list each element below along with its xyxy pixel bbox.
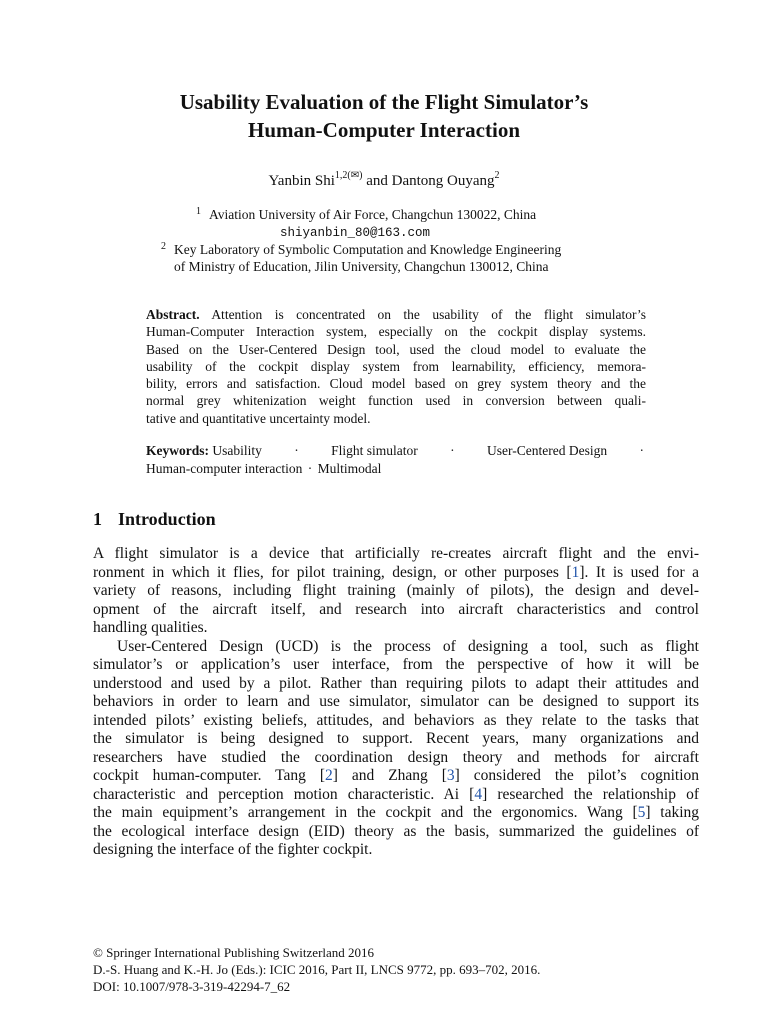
abstract-line: normal grey whitenization weight function used in conversion between quali- — [146, 393, 646, 409]
body-line: the ecological interface design (EID) theory as the basis, summarized the guidelines of — [93, 822, 699, 840]
body-line: User-Centered Design (UCD) is the process of designing a tool, such as flight — [117, 637, 699, 655]
keyword-separator: · — [307, 461, 313, 476]
author-affiliation-mark: 2 — [494, 170, 500, 181]
author-list — [0, 170, 768, 192]
body-line: ronment in which it flies, for pilot training, design, or other purposes [1]. It is used for a — [93, 563, 699, 581]
title-line-2: Human-Computer Interaction — [247, 118, 520, 142]
keyword-separator: · — [294, 443, 299, 458]
citation-link[interactable]: 2 — [325, 767, 333, 784]
citation-line: D.-S. Huang and K.-H. Jo (Eds.): ICIC 2016, Part II, LNCS 9772, pp. 693–702, 2016. — [93, 962, 541, 977]
body-line: understood and used by a pilot. Rather than requiring pilots to adapt their attitudes and — [93, 674, 699, 692]
abstract-line: Human-Computer Interaction system, especially on the cockpit display systems. — [146, 324, 646, 340]
keyword-separator: · — [639, 443, 644, 458]
body-line: designing the interface of the fighter cockpit. — [93, 841, 373, 858]
body-line: researchers have studied the coordination design theory and methods for aircraft — [93, 748, 699, 766]
keywords-block — [146, 442, 646, 478]
body-line: behaviors in order to learn and use simulator, simulator can be designed to support its — [93, 693, 699, 710]
author-conjunction: and — [366, 173, 388, 189]
copyright-line: © Springer International Publishing Switzerland 2016 — [93, 945, 375, 960]
abstract-line: Based on the User-Centered Design tool, used the cloud model to evaluate the — [146, 341, 646, 357]
section-heading — [93, 507, 216, 531]
body-line: cockpit human-computer. Tang [2] and Zhang [3] considered the pilot’s cognition — [93, 767, 700, 784]
body-line: the simulator is being designed to support. Recent years, many organizations and — [93, 730, 699, 747]
body-text — [93, 545, 699, 860]
body-line: simulator’s or application’s user interface, from the perspective of how it will be — [93, 656, 699, 673]
abstract-line: bility, errors and satisfaction. Cloud model based on grey system theory and the — [146, 376, 646, 392]
body-line: A flight simulator is a device that artificially re-creates aircraft flight and the envi- — [93, 545, 699, 562]
affiliation-number: 1 — [196, 206, 201, 217]
keyword: Human-computer interaction — [146, 461, 303, 476]
publication-footer — [93, 944, 540, 995]
abstract-label: Abstract. — [146, 307, 200, 322]
body-line: the main equipment’s arrangement in the cockpit and the ergonomics. Wang [5] taking — [93, 804, 700, 821]
body-line: intended pilots’ existing beliefs, attitudes, and behaviors as they relate to the tasks that — [93, 711, 699, 729]
author-affiliation-mark: 1,2(✉) — [334, 170, 363, 181]
keyword: Flight simulator — [331, 443, 418, 458]
keyword: User-Centered Design — [487, 443, 608, 458]
title-line-1: Usability Evaluation of the Flight Simulator’s — [179, 90, 589, 114]
section-number: 1 — [93, 509, 102, 529]
abstract-block — [146, 306, 646, 427]
affiliation-text: Key Laboratory of Symbolic Computation and Knowledge Engineering — [174, 242, 562, 257]
affiliation-number: 2 — [161, 241, 166, 252]
citation-link[interactable]: 1 — [571, 563, 580, 581]
affiliation-1 — [196, 206, 536, 226]
keywords-label: Keywords: — [146, 443, 209, 458]
body-line: opment of the aircraft itself, and research into aircraft characteristics and control — [93, 600, 699, 618]
affiliation-2-cont: of Ministry of Education, Jilin University, Changchun 130012, China — [174, 259, 549, 274]
section-title: Introduction — [118, 509, 216, 529]
paper-title — [90, 88, 678, 144]
keyword: Multimodal — [317, 461, 382, 476]
citation-link[interactable]: 5 — [637, 804, 646, 821]
citation-link[interactable]: 3 — [446, 767, 455, 784]
envelope-icon[interactable]: ✉ — [350, 170, 360, 181]
body-line: characteristic and perception motion characteristic. Ai [4] researched the relationship of — [93, 785, 699, 803]
body-line: handling qualities. — [93, 619, 208, 636]
doi-line[interactable]: DOI: 10.1007/978-3-319-42294-7_62 — [93, 979, 291, 994]
author-email[interactable]: shiyanbin_80@163.com — [280, 226, 431, 240]
keyword-separator: · — [450, 443, 455, 458]
body-line: variety of reasons, including flight training (mainly of pilots), the design and devel- — [93, 582, 699, 599]
keyword: Usability — [212, 443, 262, 458]
author-name: Dantong Ouyang — [391, 173, 495, 189]
citation-link[interactable]: 4 — [474, 785, 483, 803]
author-name: Yanbin Shi — [268, 173, 335, 189]
abstract-line: usability of the cockpit display system from learnability, efficiency, memora- — [146, 358, 646, 374]
abstract-line: tative and quantitative uncertainty model. — [146, 410, 371, 426]
affiliation-text: Aviation University of Air Force, Changchun 130022, China — [209, 207, 537, 222]
abstract-line: Attention is concentrated on the usability of the flight simulator’s — [211, 307, 646, 322]
